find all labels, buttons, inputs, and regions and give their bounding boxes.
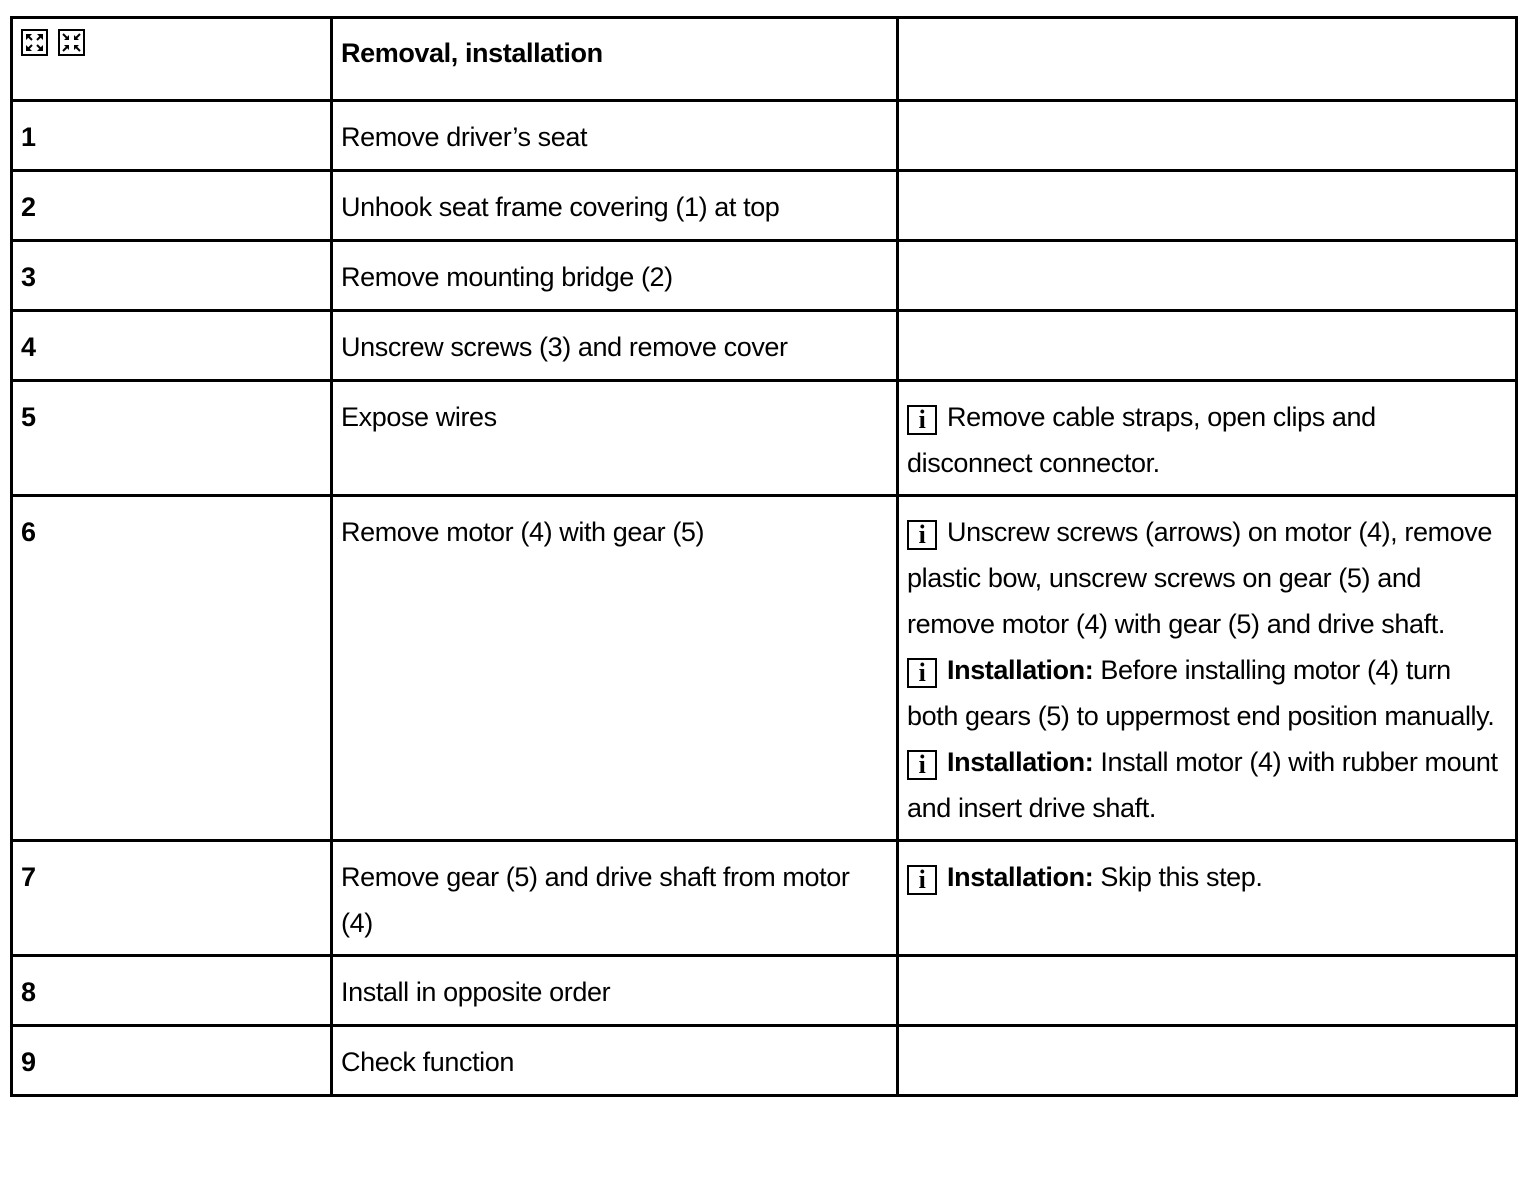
header-row — [12, 18, 1517, 101]
procedure-table — [10, 16, 1518, 1097]
table-row — [12, 1026, 1517, 1096]
table-row — [12, 956, 1517, 1026]
header-empty-cell — [898, 18, 1517, 101]
step-note — [898, 311, 1517, 381]
info-icon: i — [907, 520, 937, 550]
step-note — [898, 1026, 1517, 1096]
step-number: 4 — [12, 311, 332, 381]
header-icon-cell — [12, 18, 332, 101]
table-row — [12, 841, 1517, 956]
table-row — [12, 381, 1517, 496]
note-paragraph — [907, 739, 1507, 831]
step-note — [898, 381, 1517, 496]
step-number: 1 — [12, 101, 332, 171]
note-label: Installation: — [947, 862, 1094, 892]
info-icon: i — [907, 405, 937, 435]
step-operation: Remove driver’s seat — [332, 101, 898, 171]
step-number: 7 — [12, 841, 332, 956]
table-row — [12, 171, 1517, 241]
info-icon: i — [907, 658, 937, 688]
step-note — [898, 841, 1517, 956]
step-operation: Check function — [332, 1026, 898, 1096]
note-text: Install motor (4) with rubber mount and insert drive shaft. — [907, 747, 1498, 823]
note-text: Skip this step. — [1100, 862, 1263, 892]
note-label: Installation: — [947, 655, 1094, 685]
step-number: 3 — [12, 241, 332, 311]
step-operation: Remove gear (5) and drive shaft from motor (4) — [332, 841, 898, 956]
table-row — [12, 241, 1517, 311]
step-operation: Remove mounting bridge (2) — [332, 241, 898, 311]
note-text: Unscrew screws (arrows) on motor (4), remove plastic bow, unscrew screws on gear (5) and remove motor (4) with gear (5) and drive shaft. — [907, 517, 1493, 639]
note-paragraph — [907, 647, 1507, 739]
table-row — [12, 311, 1517, 381]
collapse-arrows-icon — [58, 29, 85, 56]
table-row — [12, 101, 1517, 171]
expand-arrows-icon — [21, 29, 48, 56]
note-label: Installation: — [947, 747, 1094, 777]
step-number: 2 — [12, 171, 332, 241]
header-title: Removal, installation — [332, 18, 898, 101]
step-operation: Unscrew screws (3) and remove cover — [332, 311, 898, 381]
step-note — [898, 956, 1517, 1026]
info-icon: i — [907, 750, 937, 780]
step-note — [898, 496, 1517, 841]
step-operation: Remove motor (4) with gear (5) — [332, 496, 898, 841]
info-icon: i — [907, 865, 937, 895]
step-operation: Unhook seat frame covering (1) at top — [332, 171, 898, 241]
note-text: Before installing motor (4) turn both gears (5) to uppermost end position manually. — [907, 655, 1495, 731]
step-note — [898, 101, 1517, 171]
note-paragraph — [907, 509, 1507, 647]
step-note — [898, 171, 1517, 241]
step-operation: Install in opposite order — [332, 956, 898, 1026]
note-text: Remove cable straps, open clips and disconnect connector. — [907, 402, 1376, 478]
step-number: 9 — [12, 1026, 332, 1096]
table-row — [12, 496, 1517, 841]
step-number: 6 — [12, 496, 332, 841]
step-operation: Expose wires — [332, 381, 898, 496]
step-number: 8 — [12, 956, 332, 1026]
step-note — [898, 241, 1517, 311]
step-number: 5 — [12, 381, 332, 496]
